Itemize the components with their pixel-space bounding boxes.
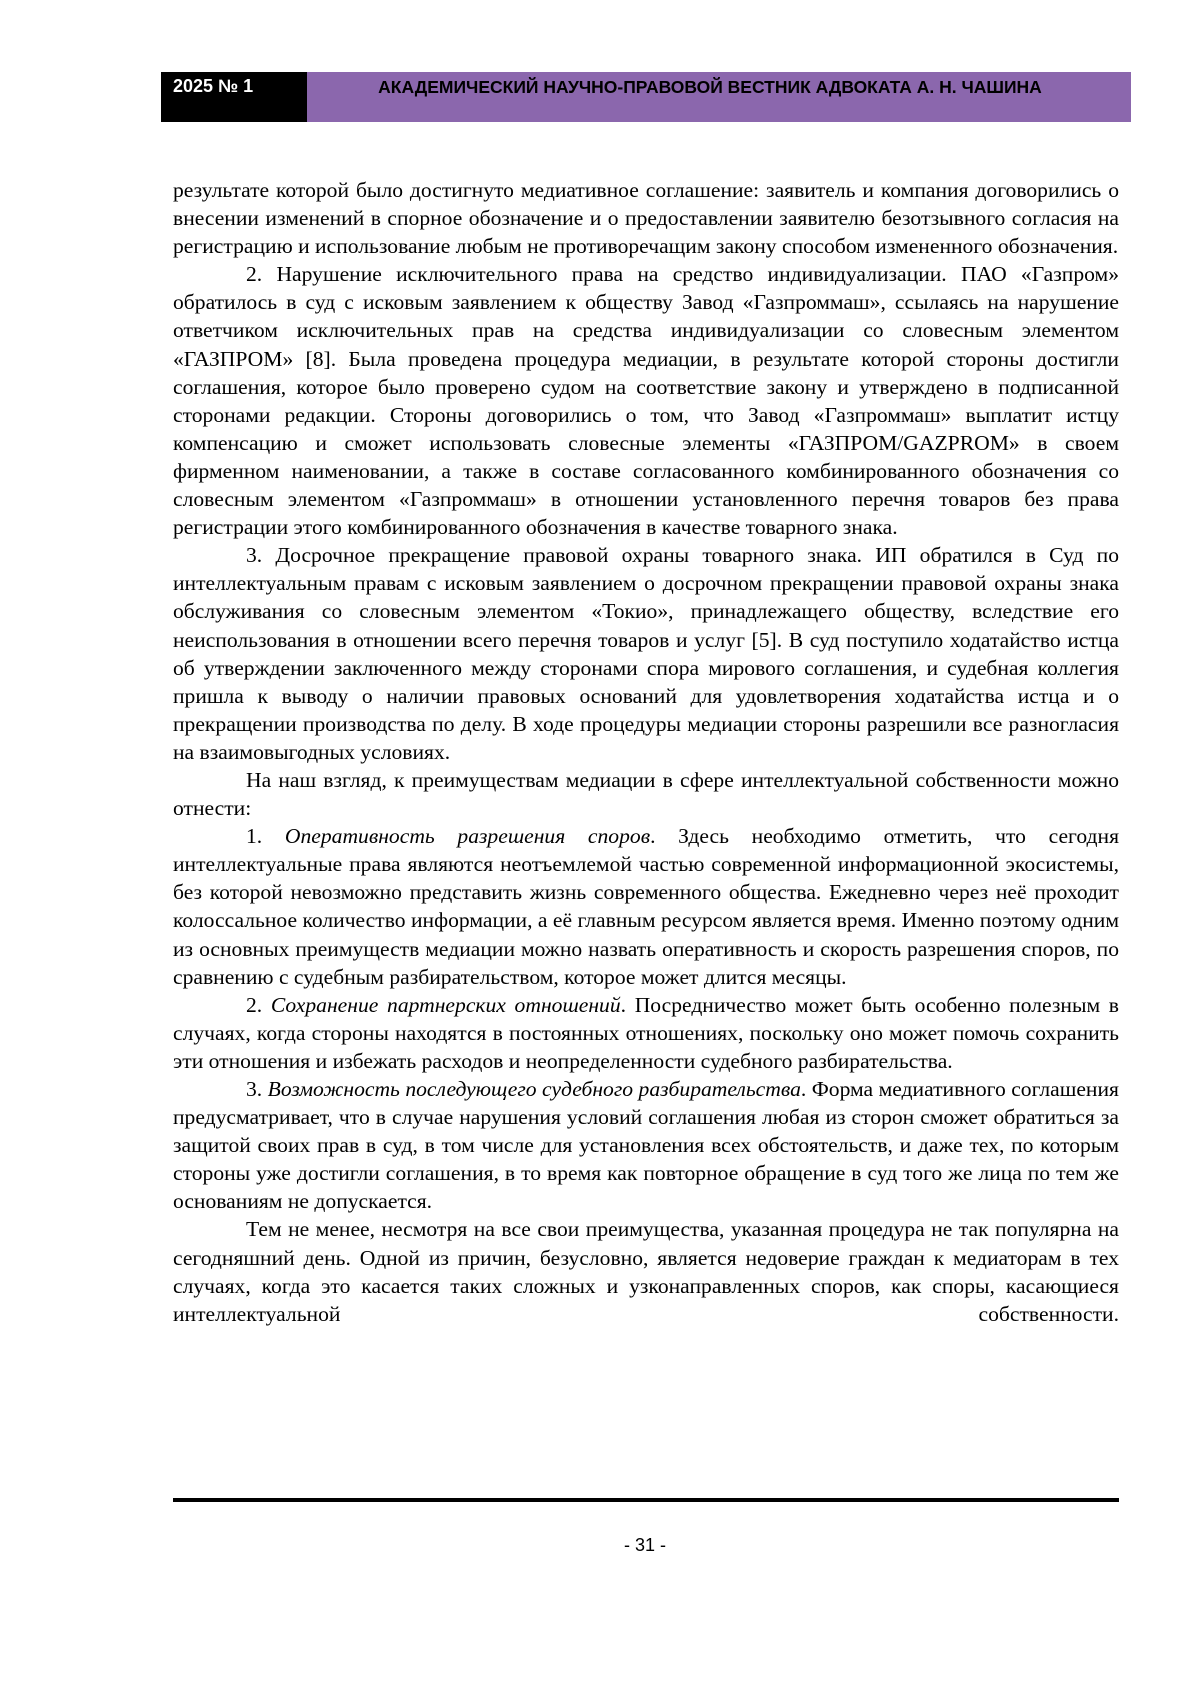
paragraph-conclusion: Тем не менее, несмотря на все свои преимущества, указанная процедура не так популярна на сегодняшний день. Одной из причин, безусловно, является недоверие граждан к медиаторам в тех случаях, когда это касается таких сложных и узконаправленных споров, как споры, касающиеся интеллектуальной собственности.: [173, 1215, 1119, 1327]
list-number: 2.: [246, 993, 262, 1017]
paragraph-example-2: 2. Нарушение исключительного права на средство индивидуализации. ПАО «Газпром» обратилось в суд с исковым заявлением к обществу Завод «Газпроммаш», ссылаясь на нарушение ответчиком исключительных прав на средства индивидуализации со словесным элементом «ГАЗПРОМ» [8]. Была проведена процедура медиации, в результате которой стороны достигли соглашения, которое было проверено судом на соответствие закону и утверждено в подписанной сторонами редакции. Стороны договорились о том, что Завод «Газпроммаш» выплатит истцу компенсацию и сможет использовать словесные элементы «ГАЗПРОМ/GAZPROM» в своем фирменном наименовании, а также в составе согласованного комбинированного обозначения со словесным элементом «Газпроммаш» в отношении установленного перечня товаров без права регистрации этого комбинированного обозначения в качестве товарного знака.: [173, 260, 1119, 541]
paragraph-advantage-3: [173, 1075, 1119, 1215]
journal-title: АКАДЕМИЧЕСКИЙ НАУЧНО-ПРАВОВОЙ ВЕСТНИК АДВОКАТА А. Н. ЧАШИНА: [307, 72, 1131, 122]
paragraph-continuation: результате которой было достигнуто медиативное соглашение: заявитель и компания договорились о внесении изменений в спорное обозначение и о предоставлении заявителю безотзывного согласия на регистрацию и использование любым не противоречащим закону способом измененного обозначения.: [173, 176, 1119, 260]
issue-number: 2025 № 1: [161, 72, 307, 122]
list-number: 1.: [246, 824, 262, 848]
journal-header: [161, 72, 1131, 122]
advantage-title: Сохранение партнерских отношений: [271, 993, 621, 1017]
paragraph-advantage-1: [173, 822, 1119, 991]
advantage-text: . Посредничество может быть особенно полезным в случаях, когда стороны находятся в постоянных отношениях, поскольку оно может помочь сохранить эти отношения и избежать расходов и неопределенности судебного разбирательства.: [173, 993, 1119, 1073]
advantage-title: Возможность последующего судебного разбирательства: [268, 1077, 801, 1101]
footer-divider: [173, 1498, 1119, 1502]
paragraph-advantage-2: [173, 991, 1119, 1075]
advantage-text: . Форма медиативного соглашения предусматривает, что в случае нарушения условий соглашения любая из сторон сможет обратиться за защитой своих прав в суд, в том числе для установления всех обстоятельств, и даже тех, по которым стороны уже достигли соглашения, в то время как повторное обращение в суд того же лица по тем же основаниям не допускается.: [173, 1077, 1119, 1213]
list-number: 3.: [246, 1077, 262, 1101]
paragraph-advantages-intro: На наш взгляд, к преимуществам медиации в сфере интеллектуальной собственности можно отнести:: [173, 766, 1119, 822]
paragraph-example-3: 3. Досрочное прекращение правовой охраны товарного знака. ИП обратился в Суд по интеллектуальным правам с исковым заявлением о досрочном прекращении правовой охраны знака обслуживания со словесным элементом «Токио», принадлежащего обществу, вследствие его неиспользования в отношении всего перечня товаров и услуг [5]. В суд поступило ходатайство истца об утверждении заключенного между сторонами спора мирового соглашения, и судебная коллегия пришла к выводу о наличии правовых оснований для удовлетворения ходатайства истца и о прекращении производства по делу. В ходе процедуры медиации стороны разрешили все разногласия на взаимовыгодных условиях.: [173, 541, 1119, 766]
advantage-title: Оперативность разрешения споров: [285, 824, 650, 848]
advantage-text: . Здесь необходимо отметить, что сегодня интеллектуальные права являются неотъемлемой частью современной информационной экосистемы, без которой невозможно представить жизнь современного общества. Ежедневно через неё проходит колоссальное количество информации, а её главным ресурсом является время. Именно поэтому одним из основных преимуществ медиации можно назвать оперативность и скорость разрешения споров, по сравнению с судебным разбирательством, которое может длится месяцы.: [173, 824, 1119, 988]
page-number: - 31 -: [0, 1535, 1200, 1556]
article-body: [173, 176, 1119, 1328]
